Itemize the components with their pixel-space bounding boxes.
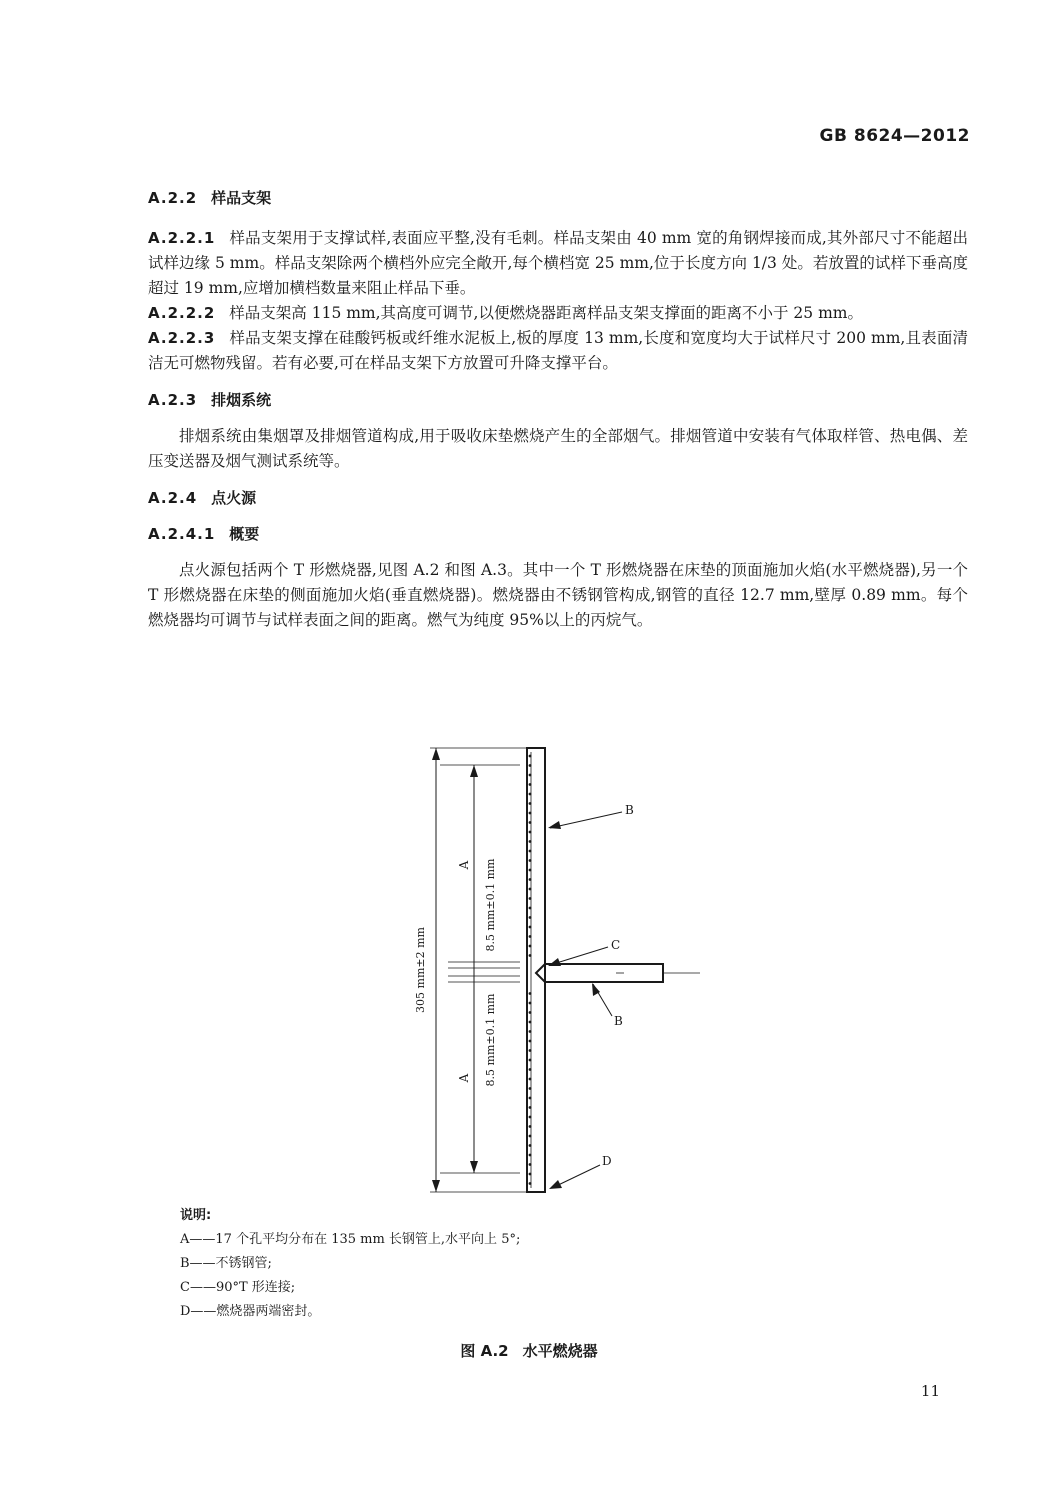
burner-hole: [529, 1125, 532, 1128]
burner-hole: [529, 992, 532, 995]
heading-title: 排烟系统: [211, 391, 272, 409]
heading-title: 概要: [229, 525, 260, 543]
burner-hole: [529, 1002, 532, 1005]
burner-hole: [529, 1182, 532, 1185]
heading-title: 点火源: [211, 489, 257, 507]
burner-hole: [529, 812, 532, 815]
dimension-half-top-label: 8.5 mm±0.1 mm: [484, 858, 497, 952]
heading-a223: [148, 388, 968, 412]
burner-hole: [529, 802, 532, 805]
legend-item: D——燃烧器两端密封。: [180, 1304, 321, 1319]
heading-number: A.2.3: [148, 391, 198, 409]
paragraph-a2222: [148, 301, 968, 326]
burner-hole: [529, 1021, 532, 1024]
burner-hole: [529, 1154, 532, 1157]
clause-text: 样品支架支撑在硅酸钙板或纤维水泥板上,板的厚度 13 mm,长度和宽度均大于试样尺寸 200 mm,且表面清洁无可燃物残留。若有必要,可在样品支架下方放置可升降支撑平台。: [148, 329, 968, 372]
burner-hole: [529, 1163, 532, 1166]
burner-hole: [529, 945, 532, 948]
heading-a2241: [148, 522, 968, 546]
burner-hole: [529, 935, 532, 938]
figure-number: 图 A.2: [460, 1342, 509, 1360]
burner-hole: [529, 1030, 532, 1033]
label-d: D: [602, 1154, 612, 1168]
heading-a224: [148, 486, 968, 510]
label-c: C: [611, 938, 621, 952]
paragraph-a223: 排烟系统由集烟罩及排烟管道构成,用于吸收床垫燃烧产生的全部烟气。排烟管道中安装有气体取样管、热电偶、差压变送器及烟气测试系统等。: [148, 427, 968, 470]
leader-b-mid: [592, 983, 623, 1028]
burner-hole: [529, 821, 532, 824]
legend-item: B——不锈钢管;: [180, 1256, 272, 1271]
burner-hole: [529, 764, 532, 767]
figure-legend: [180, 1204, 520, 1324]
burner-hole: [529, 1068, 532, 1071]
dimension-total: [414, 748, 530, 1192]
clause-text: 样品支架用于支撑试样,表面应平整,没有毛刺。样品支架由 40 mm 宽的角钢焊接而成,其外部尺寸不能超出试样边缘 5 mm。样品支架除两个横档外应完全敞开,每个横档宽 25 mm,位于长度方向 1/3 处。若放置的试样下垂高度超过 19 mm,应增加横档数量来阻止样品下垂。: [148, 229, 968, 297]
burner-hole: [529, 1011, 532, 1014]
label-a-top: A: [457, 860, 471, 870]
clause-number: A.2.2.2: [148, 304, 216, 322]
heading-number: A.2.4: [148, 489, 198, 507]
burner-hole: [529, 783, 532, 786]
paragraph-a2241: 点火源包括两个 T 形燃烧器,见图 A.2 和图 A.3。其中一个 T 形燃烧器在床垫的顶面施加火焰(水平燃烧器),另一个 T 形燃烧器在床垫的侧面施加火焰(垂直燃烧器)。燃烧器由不锈钢管构成,钢管的直径 12.7 mm,壁厚 0.89 mm。每个燃烧器均可调节与试样表面之间的距离。燃气为纯度 95%以上的丙烷气。: [148, 561, 968, 629]
burner-hole: [529, 907, 532, 910]
legend-item: A——17 个孔平均分布在 135 mm 长钢管上,水平向上 5°;: [180, 1232, 521, 1247]
burner-hole: [529, 859, 532, 862]
burner-hole: [529, 755, 532, 758]
body-content: [148, 186, 968, 633]
heading-a222: [148, 186, 968, 210]
clause-text: 样品支架高 115 mm,其高度可调节,以便燃烧器距离样品支架支撑面的距离不小于 25 mm。: [229, 304, 863, 322]
clause-number: A.2.2.1: [148, 229, 216, 247]
horizontal-burner-diagram: [410, 740, 710, 1200]
burner-hole: [529, 888, 532, 891]
paragraph-a2223: [148, 326, 968, 376]
heading-title: 样品支架: [211, 189, 272, 207]
paragraph-a2221: [148, 226, 968, 301]
leader-b-top: [548, 803, 634, 829]
standard-id: GB 8624—2012: [819, 126, 970, 146]
burner-hole: [529, 1078, 532, 1081]
burner-hole: [529, 840, 532, 843]
center-lines: [448, 956, 520, 988]
dimension-a-bottom: [440, 982, 520, 1173]
heading-number: A.2.4.1: [148, 525, 216, 543]
dimension-total-label: 305 mm±2 mm: [414, 927, 427, 1013]
label-b-mid: B: [614, 1014, 623, 1028]
burner-hole: [529, 897, 532, 900]
burner-hole: [529, 1116, 532, 1119]
page-number: 11: [920, 1382, 940, 1400]
figure-caption: [0, 1340, 1058, 1361]
figure-title: 水平燃烧器: [522, 1342, 598, 1360]
dimension-half-bottom-label: 8.5 mm±0.1 mm: [484, 993, 497, 1087]
burner-hole: [529, 1059, 532, 1062]
burner-hole: [529, 1135, 532, 1138]
burner-hole: [529, 1097, 532, 1100]
burner-hole: [529, 1040, 532, 1043]
burner-hole: [529, 878, 532, 881]
burner-hole: [529, 831, 532, 834]
burner-hole: [529, 774, 532, 777]
burner-hole: [529, 850, 532, 853]
legend-title: 说明:: [180, 1208, 212, 1223]
burner-hole: [529, 1049, 532, 1052]
burner-hole: [529, 1087, 532, 1090]
burner-hole: [529, 1106, 532, 1109]
burner-hole: [529, 793, 532, 796]
label-a-bottom: A: [457, 1073, 471, 1083]
leader-c: [548, 938, 620, 966]
burner-hole: [529, 926, 532, 929]
burner-hole: [529, 1144, 532, 1147]
legend-item: C——90°T 形连接;: [180, 1280, 296, 1295]
burner-hole: [529, 954, 532, 957]
burner-hole: [529, 916, 532, 919]
dimension-a-top: [440, 765, 520, 962]
horizontal-tube: [536, 964, 700, 982]
heading-number: A.2.2: [148, 189, 198, 207]
label-b-top: B: [625, 803, 634, 817]
burner-hole: [529, 869, 532, 872]
clause-number: A.2.2.3: [148, 329, 216, 347]
leader-d: [549, 1154, 612, 1189]
burner-hole: [529, 1173, 532, 1176]
